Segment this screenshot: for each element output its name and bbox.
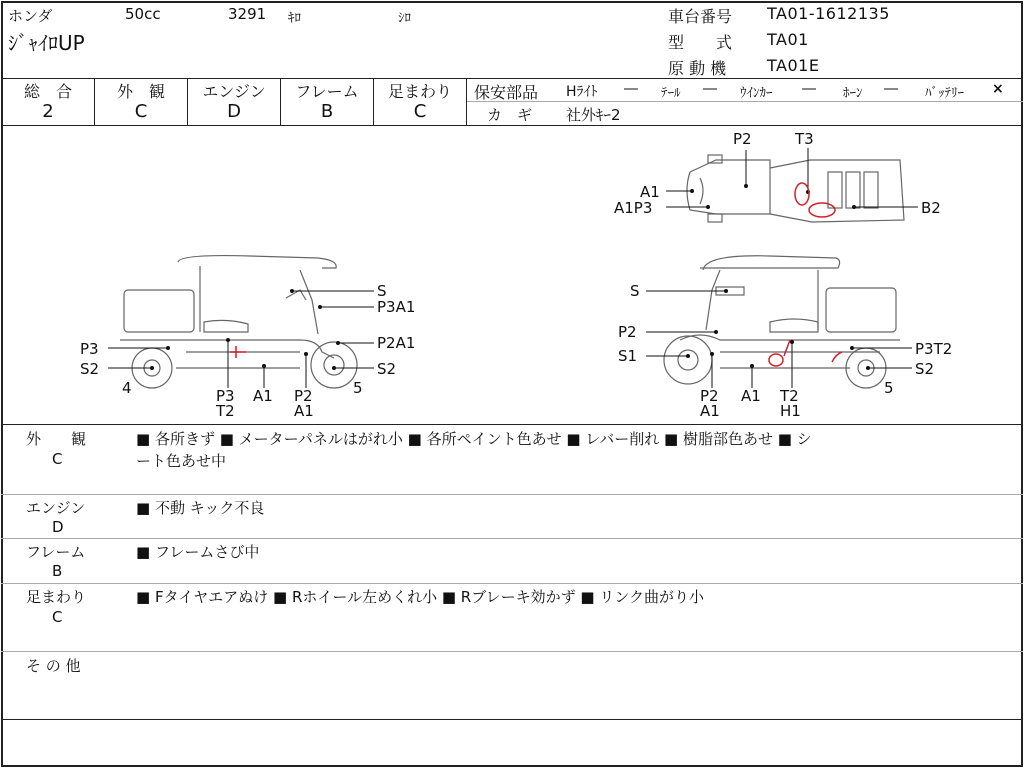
- comment-text-exterior-2: ート色あせ中: [136, 452, 227, 470]
- safety-status-headlight: ―: [624, 81, 638, 97]
- suspension-value: C: [413, 101, 427, 122]
- label-h1-bottom: H1: [780, 402, 801, 420]
- comment-grade-suspension: C: [52, 608, 63, 626]
- comment-label-suspension: 足まわり: [26, 588, 87, 606]
- divider: [1, 651, 1023, 652]
- comment-text-exterior: ■ 各所きず ■ メーターパネルはがれ小 ■ 各所ペイント色あせ ■ レバー削れ ■ 樹脂部色あせ ■ シ: [136, 430, 812, 448]
- safety-label: 保安部品: [474, 83, 539, 102]
- label-5: 5: [353, 379, 363, 397]
- label-p2-bottom: P2: [700, 387, 719, 405]
- safety-status-battery: ×: [992, 81, 1004, 97]
- comment-text-engine: ■ 不動 キック不良: [136, 499, 265, 517]
- divider: [1, 424, 1023, 425]
- comment-text-suspension: ■ Fタイヤエアぬけ ■ Rホイール左めくれ小 ■ Rブレーキ効かず ■ リンク曲がり小: [136, 588, 705, 606]
- label-t2-bottom: T2: [780, 387, 799, 405]
- safety-item-battery: ﾊﾞｯﾃﾘｰ: [925, 86, 964, 101]
- label-a1-bottom: A1: [253, 387, 273, 405]
- label-s2: S2: [915, 360, 935, 378]
- overall-label: 総 合: [23, 82, 72, 101]
- top-labels: [614, 130, 941, 217]
- left-labels: [80, 282, 415, 420]
- displacement: 50cc: [125, 5, 161, 23]
- engine-grade-label: エンジン: [202, 82, 266, 101]
- label-p2a1: P2A1: [377, 334, 416, 352]
- chassis-value: TA01-1612135: [767, 4, 890, 23]
- key-label: カ ギ: [487, 106, 533, 124]
- label-p3t2: P3T2: [915, 340, 953, 358]
- left-scooter-sketch: [120, 256, 357, 388]
- safety-item-horn: ﾎｰﾝ: [843, 86, 863, 101]
- divider: [1, 583, 1023, 584]
- label-b2: B2: [921, 199, 941, 217]
- model-name: ｼﾞｬｲﾛUP: [8, 31, 85, 55]
- safety-item-headlight: Hﾗｲﾄ: [566, 84, 598, 100]
- label-p2: P2: [618, 323, 637, 341]
- comment-label-exterior: 外 観: [26, 430, 87, 448]
- comment-grade-engine: D: [52, 518, 64, 536]
- comment-grade-exterior: C: [52, 450, 63, 468]
- type-value: TA01: [767, 30, 809, 49]
- label-4: 4: [122, 379, 132, 397]
- label-a1-bottom-2: A1: [741, 387, 761, 405]
- safety-status-winker: ―: [802, 81, 816, 97]
- label-p3a1: P3A1: [377, 298, 416, 316]
- safety-status-tail: ―: [703, 81, 717, 97]
- chassis-label: 車台番号: [668, 7, 733, 26]
- label-a1: A1: [640, 183, 660, 201]
- damage-markers: [230, 183, 842, 366]
- label-p2: P2: [733, 130, 752, 148]
- comment-label-other: そ の 他: [26, 657, 81, 675]
- label-t2-bottom: T2: [216, 402, 235, 420]
- mileage-unit: ｷﾛ: [288, 11, 301, 26]
- mileage: 3291: [228, 5, 267, 23]
- right-scooter-sketch: [664, 256, 900, 388]
- engine-value: TA01E: [767, 56, 820, 75]
- safety-item-tail: ﾃｰﾙ: [661, 86, 681, 101]
- overall-value: 2: [42, 101, 54, 122]
- label-s1: S1: [618, 347, 638, 365]
- label-a1-bottom-2: A1: [294, 402, 314, 420]
- safety-status-horn: ―: [884, 81, 898, 97]
- engine-grade-value: D: [227, 101, 241, 122]
- safety-item-winker: ｳｲﾝｶｰ: [740, 86, 773, 101]
- frame-value: B: [320, 101, 334, 122]
- scooter-diagram: [0, 126, 1024, 424]
- type-label: 型 式: [668, 33, 733, 52]
- body-color: ｼﾛ: [398, 11, 411, 26]
- divider: [467, 101, 1023, 102]
- label-s2: S2: [80, 360, 100, 378]
- maker: ホンダ: [8, 7, 53, 25]
- divider: [1, 719, 1023, 720]
- frame-label: フレーム: [295, 82, 359, 101]
- comment-grade-frame: B: [52, 562, 63, 580]
- exterior-value: C: [134, 101, 148, 122]
- label-p2-bottom: P2: [294, 387, 313, 405]
- label-a1p3: A1P3: [614, 199, 653, 217]
- comment-label-engine: エンジン: [26, 499, 86, 517]
- label-t3: T3: [795, 130, 814, 148]
- engine-label: 原 動 機: [668, 59, 727, 78]
- comment-label-frame: フレーム: [26, 543, 86, 561]
- exterior-label: 外 観: [116, 82, 165, 101]
- label-5: 5: [884, 379, 894, 397]
- label-p3-bottom: P3: [216, 387, 235, 405]
- divider: [466, 78, 467, 125]
- label-s: S: [377, 282, 387, 300]
- label-s2-right: S2: [377, 360, 397, 378]
- label-s: S: [630, 282, 640, 300]
- suspension-label: 足まわり: [387, 82, 452, 101]
- comment-text-frame: ■ フレームさび中: [136, 543, 260, 561]
- label-p3: P3: [80, 340, 99, 358]
- divider: [1, 538, 1023, 539]
- divider: [1, 494, 1023, 495]
- leader-dots: [150, 184, 870, 370]
- key-value: 社外ｷｰ2: [566, 106, 621, 124]
- label-a1-bottom: A1: [700, 402, 720, 420]
